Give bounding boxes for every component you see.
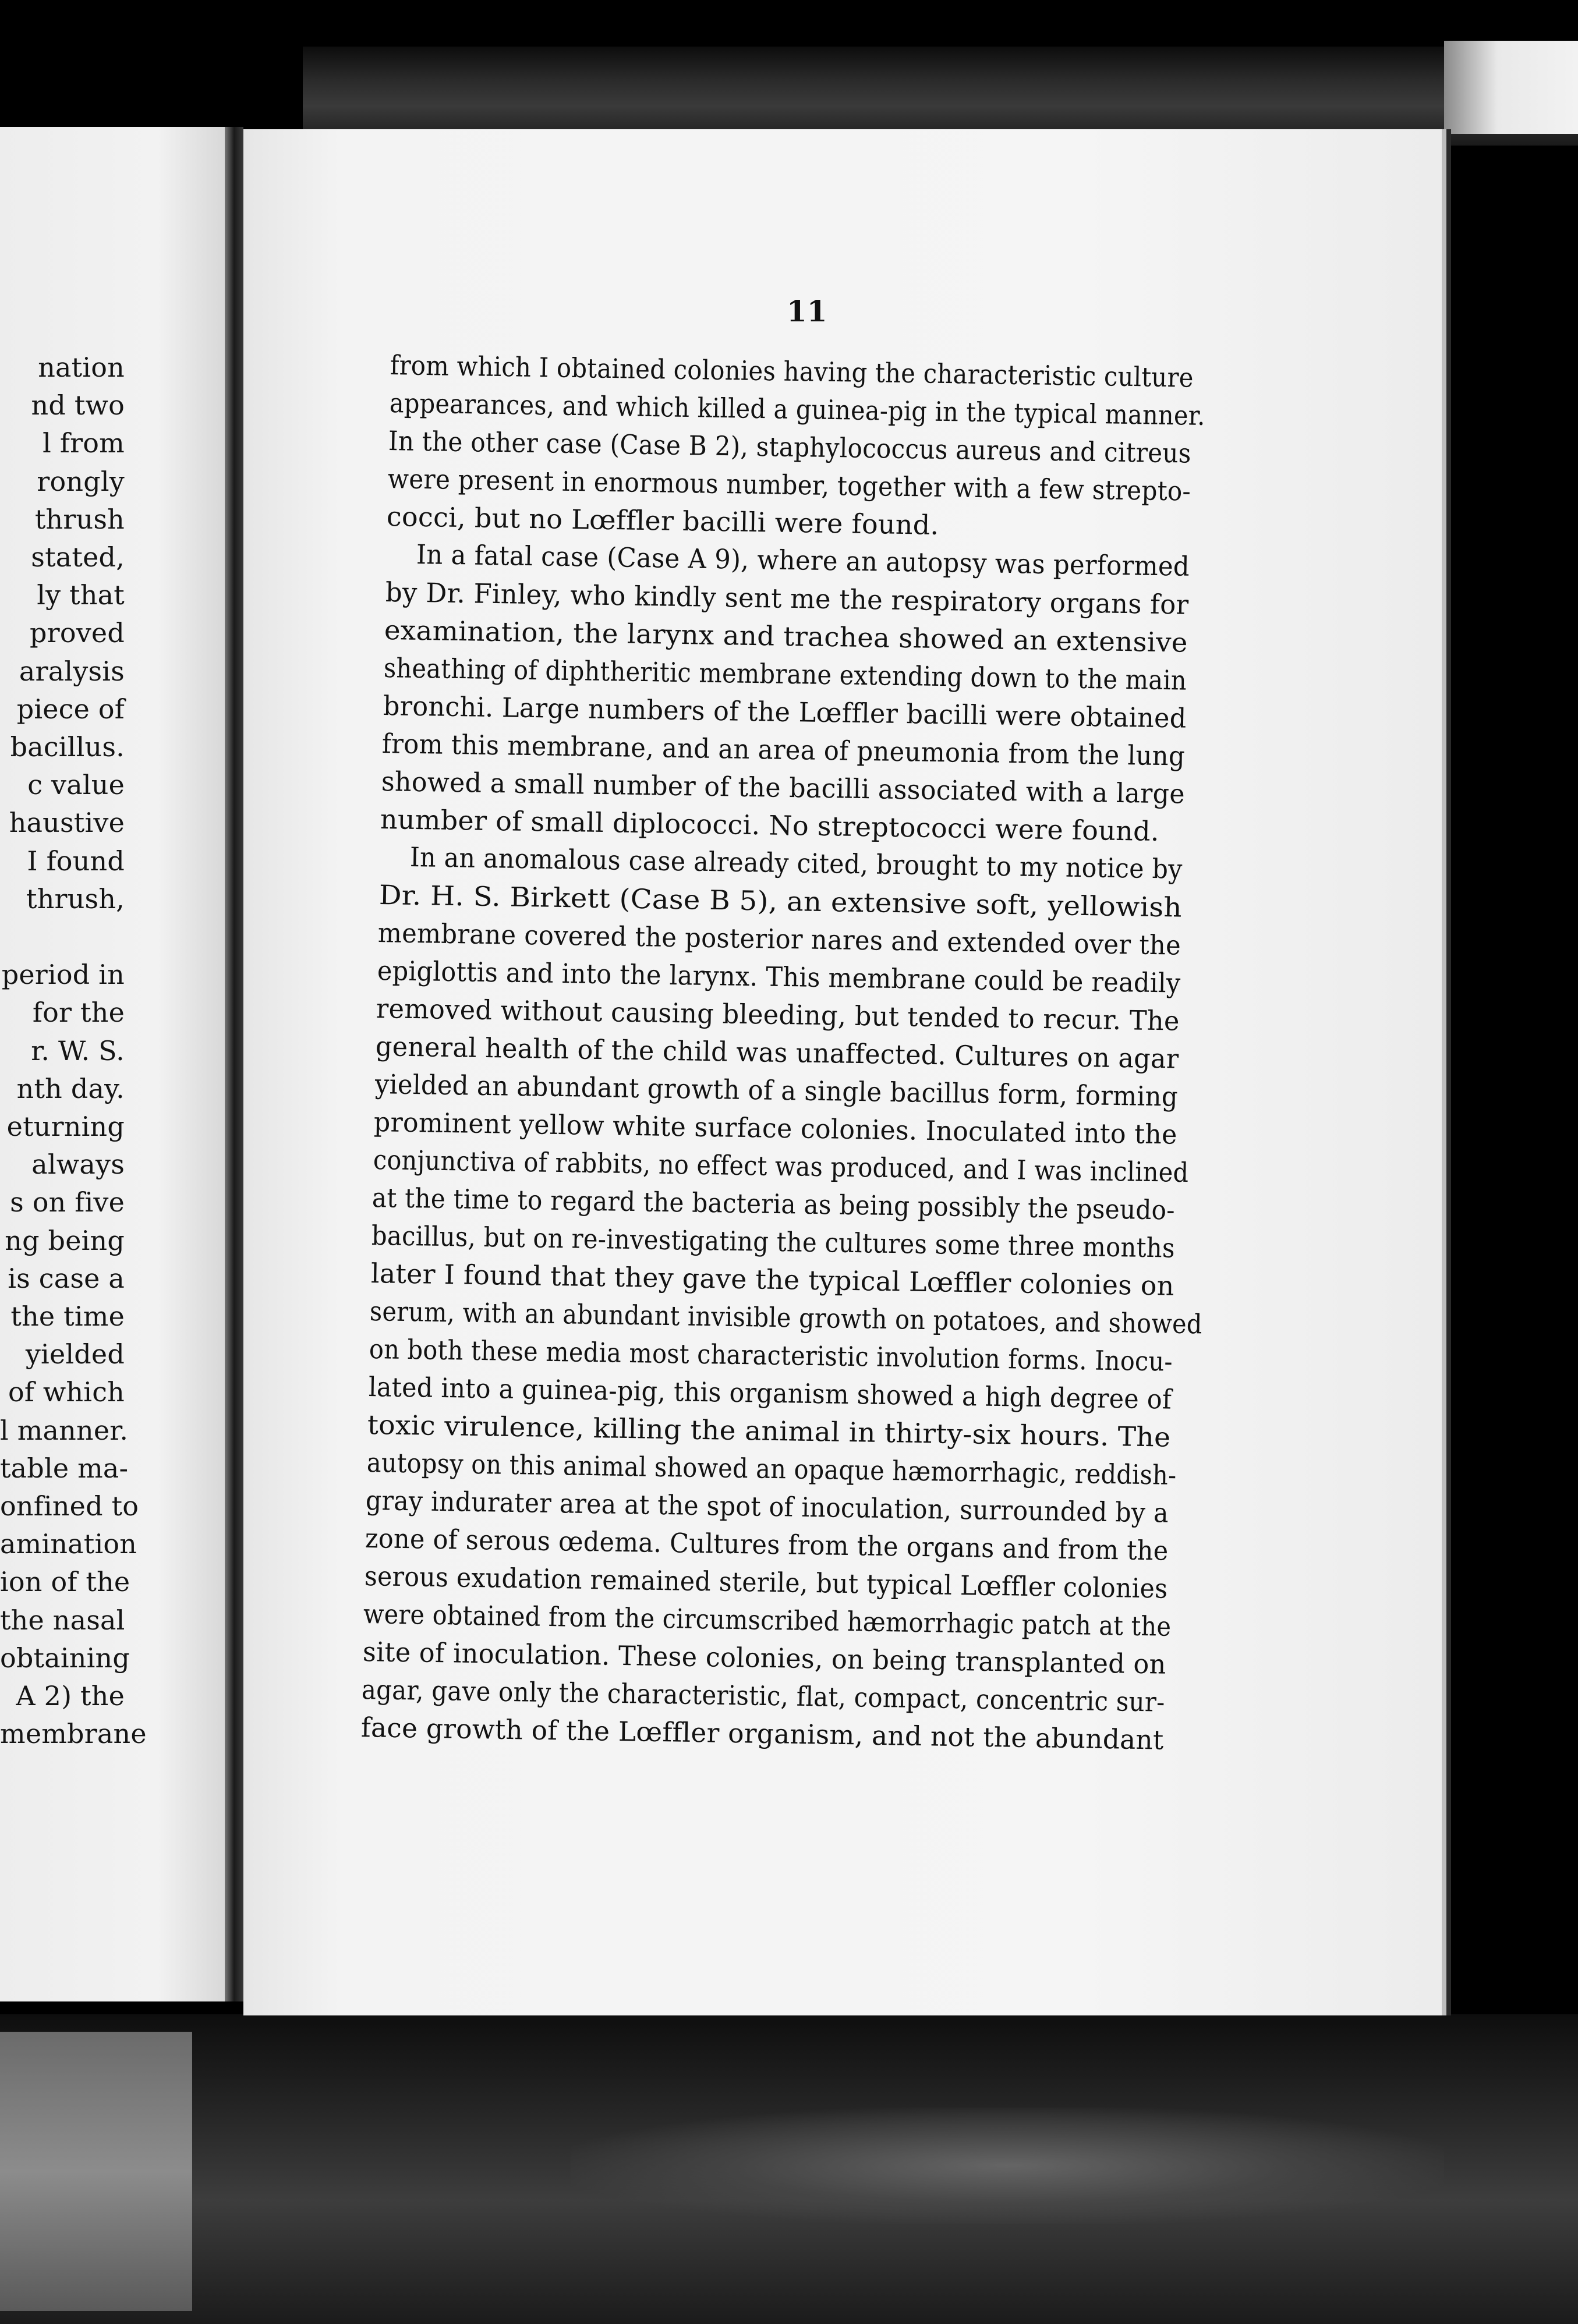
left-page-line: l from bbox=[43, 427, 125, 459]
background-light-patch bbox=[1444, 41, 1578, 134]
body-text-line: from which I obtained colonies having the characteristic culture bbox=[390, 349, 1194, 394]
body-text-line: autopsy on this animal showed an opaque hæmorrhagic, reddish- bbox=[366, 1447, 1177, 1491]
left-page-line: the time bbox=[10, 1301, 125, 1332]
left-page-line: haustive bbox=[9, 807, 125, 839]
left-page-line: is case a bbox=[8, 1262, 125, 1294]
left-page-line: onfined to bbox=[0, 1490, 139, 1522]
body-text-line: bronchi. Large numbers of the Lœffler bacilli were obtained bbox=[383, 690, 1187, 734]
left-page-line: ly that bbox=[37, 579, 125, 611]
left-page-line: c value bbox=[27, 769, 125, 801]
body-text-line: membrane covered the posterior nares and extended over the bbox=[377, 917, 1181, 961]
body-text-line: agar, gave only the characteristic, flat, compact, concentric sur- bbox=[361, 1674, 1166, 1718]
body-text-line: serum, with an abundant invisible growth on potatoes, and showed bbox=[369, 1295, 1203, 1340]
left-page-line: period in bbox=[1, 959, 125, 991]
left-page-line: bacillus. bbox=[10, 731, 125, 763]
body-text-line: zone of serous œdema. Cultures from the organs and from the bbox=[365, 1522, 1169, 1567]
body-text-line: site of inoculation. These colonies, on being transplanted on bbox=[362, 1636, 1166, 1680]
body-text-line: toxic virulence, killing the animal in thirty-six hours. The bbox=[367, 1409, 1171, 1453]
left-page-line: yielded bbox=[25, 1338, 125, 1370]
left-page bbox=[0, 127, 225, 2001]
body-text-line: bacillus, but on re-investigating the cultures some three months bbox=[371, 1220, 1176, 1264]
body-text-line: on both these media most characteristic involution forms. Inocu- bbox=[369, 1333, 1173, 1377]
body-text-line: gray indurater area at the spot of inoculation, surrounded by a bbox=[365, 1485, 1169, 1529]
left-page-line: r. W. S. bbox=[31, 1035, 125, 1067]
body-text-line: face growth of the Lœffler organism, and not the abundant bbox=[360, 1712, 1164, 1756]
left-page-line: the nasal bbox=[0, 1604, 125, 1636]
background-smudge bbox=[571, 2107, 1444, 2224]
body-text-line: cocci, but no Lœffler bacilli were found. bbox=[387, 501, 940, 541]
body-text-line: yielded an abundant growth of a single bacillus form, forming bbox=[374, 1068, 1178, 1113]
body-text-line: conjunctiva of rabbits, no effect was produced, and I was inclined bbox=[373, 1144, 1189, 1188]
body-text-line: sheathing of diphtheritic membrane extending down to the main bbox=[383, 652, 1187, 696]
left-page-line: thrush bbox=[34, 503, 125, 535]
left-page-line: proved bbox=[30, 617, 125, 649]
left-page-line: rongly bbox=[37, 465, 125, 497]
body-text-line: at the time to regard the bacteria as being possibly the pseudo- bbox=[372, 1182, 1176, 1226]
body-text-line: In the other case (Case B 2), staphylococcus aureus and citreus bbox=[388, 425, 1192, 469]
left-page-line: of which bbox=[8, 1376, 125, 1408]
body-text-line: prominent yellow white surface colonies. Inoculated into the bbox=[373, 1106, 1178, 1150]
body-text-line: from this membrane, and an area of pneumonia from the lung bbox=[381, 728, 1186, 772]
left-page-line: ng being bbox=[5, 1224, 125, 1256]
left-page-line: nth day. bbox=[16, 1072, 125, 1104]
left-page-line: A 2) the bbox=[16, 1680, 125, 1712]
left-page-line: nation bbox=[38, 352, 125, 383]
body-text-line: Dr. H. S. Birkett (Case B 5), an extensive soft, yellowish bbox=[378, 879, 1182, 923]
left-page-line: stated, bbox=[31, 541, 125, 573]
left-page-line: I found bbox=[27, 845, 125, 877]
left-page-line: table ma- bbox=[0, 1452, 129, 1484]
left-page-line: piece of bbox=[16, 693, 125, 725]
body-text-line: were obtained from the circumscribed hæmorrhagic patch at the bbox=[363, 1598, 1172, 1642]
left-page-line: eturning bbox=[6, 1111, 125, 1142]
page-number: 11 bbox=[787, 294, 827, 328]
body-text-line: showed a small number of the bacilli associated with a large bbox=[381, 766, 1185, 810]
left-page-line: ion of the bbox=[0, 1566, 130, 1598]
left-page-line: aralysis bbox=[19, 655, 125, 687]
body-text-line: In an anomalous case already cited, brought to my notice by bbox=[409, 841, 1183, 885]
book-gutter bbox=[225, 127, 243, 2001]
left-page-line: obtaining bbox=[0, 1642, 130, 1674]
body-text-line: general health of the child was unaffected. Cultures on agar bbox=[375, 1030, 1179, 1075]
body-text-line: serous exudation remained sterile, but typical Lœffler colonies bbox=[364, 1560, 1168, 1604]
left-page-line: for the bbox=[32, 997, 125, 1029]
body-text-line: were present in enormous number, together with a few strepto- bbox=[387, 463, 1191, 507]
body-text-line: removed without causing bleeding, but tended to recur. The bbox=[376, 993, 1180, 1037]
body-text-line: examination, the larynx and trachea showed an extensive bbox=[384, 614, 1188, 658]
left-page-line: s on five bbox=[10, 1186, 125, 1218]
left-page-line: thrush, bbox=[26, 883, 125, 915]
body-text-line: In a fatal case (Case A 9), where an autopsy was performed bbox=[416, 539, 1190, 582]
left-page-line: nd two bbox=[31, 389, 125, 421]
left-page-line: l manner. bbox=[0, 1414, 129, 1446]
body-text-line: number of small diplococci. No streptococci were found. bbox=[380, 803, 1160, 848]
body-text-line: lated into a guinea-pig, this organism showed a high degree of bbox=[368, 1371, 1172, 1415]
body-text-line: later I found that they gave the typical Lœffler colonies on bbox=[370, 1257, 1174, 1302]
left-page-line: amination bbox=[0, 1528, 137, 1560]
body-text-line: appearances, and which killed a guinea-pig in the typical manner. bbox=[389, 387, 1205, 432]
background-gray-patch bbox=[0, 2032, 192, 2311]
body-text-line: epiglottis and into the larynx. This membrane could be readily bbox=[377, 955, 1181, 999]
body-text-line: by Dr. Finley, who kindly sent me the respiratory organs for bbox=[385, 576, 1189, 621]
left-page-line: membrane bbox=[0, 1718, 147, 1750]
left-page-line: always bbox=[31, 1149, 125, 1181]
